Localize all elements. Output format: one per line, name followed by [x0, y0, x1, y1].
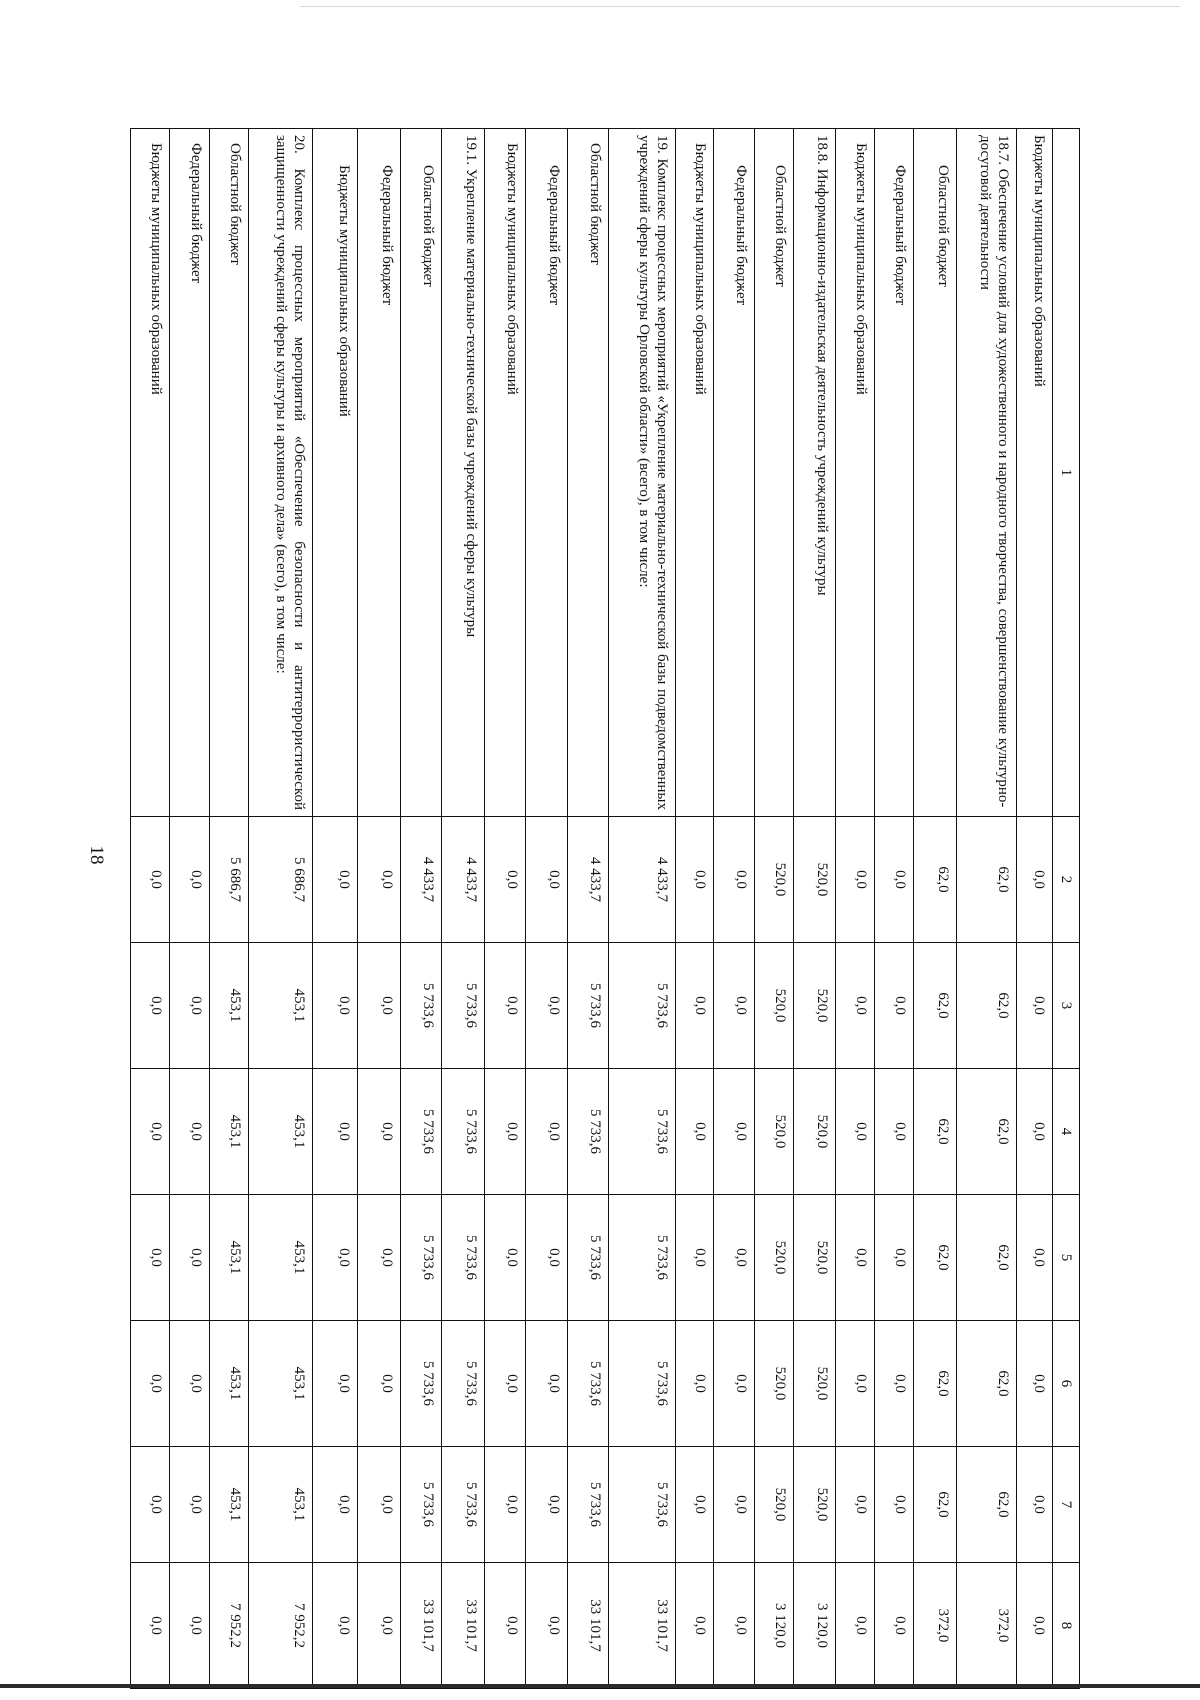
- row-label: Бюджеты муниципальных образований: [836, 129, 875, 817]
- page-number: 18: [86, 845, 107, 865]
- value-cell-col-4: 5 733,6: [609, 1069, 675, 1195]
- value-cell-col-7: 5 733,6: [609, 1447, 675, 1563]
- value-cell-col-2: 62,0: [913, 817, 956, 943]
- value-cell-col-4: 453,1: [210, 1069, 249, 1195]
- value-cell-col-7: 0,0: [1016, 1447, 1052, 1563]
- value-cell-col-8: 0,0: [313, 1563, 358, 1689]
- table-row: [358, 129, 401, 1689]
- value-cell-col-5: 0,0: [169, 1195, 210, 1321]
- value-cell-col-2: 0,0: [313, 817, 358, 943]
- value-cell-col-8: 0,0: [836, 1563, 875, 1689]
- value-cell-col-2: 4 433,7: [568, 817, 609, 943]
- value-cell-col-8: 7 952,2: [210, 1563, 249, 1689]
- value-cell-col-8: 0,0: [875, 1563, 914, 1689]
- header-cell-2: 2: [1053, 817, 1080, 943]
- value-cell-col-2: 520,0: [755, 817, 794, 943]
- value-cell-col-4: 0,0: [836, 1069, 875, 1195]
- value-cell-col-7: 520,0: [755, 1447, 794, 1563]
- row-label: Бюджеты муниципальных образований: [675, 129, 714, 817]
- value-cell-col-5: 520,0: [755, 1195, 794, 1321]
- value-cell-col-8: 372,0: [956, 1563, 1016, 1689]
- value-cell-col-6: 453,1: [249, 1321, 313, 1447]
- value-cell-col-3: 5 733,6: [441, 943, 484, 1069]
- value-cell-col-4: 0,0: [313, 1069, 358, 1195]
- value-cell-col-2: 5 686,7: [210, 817, 249, 943]
- value-cell-col-4: 62,0: [956, 1069, 1016, 1195]
- table-row: [1016, 129, 1052, 1689]
- value-cell-col-8: 0,0: [131, 1563, 170, 1689]
- value-cell-col-4: 0,0: [525, 1069, 568, 1195]
- value-cell-col-6: 0,0: [714, 1321, 755, 1447]
- table-row: [441, 129, 484, 1689]
- row-label: Бюджеты муниципальных образований: [131, 129, 170, 817]
- value-cell-col-8: 33 101,7: [401, 1563, 442, 1689]
- value-cell-col-7: 5 733,6: [568, 1447, 609, 1563]
- value-cell-col-8: 33 101,7: [441, 1563, 484, 1689]
- value-cell-col-8: 0,0: [484, 1563, 525, 1689]
- value-cell-col-8: 0,0: [169, 1563, 210, 1689]
- value-cell-col-6: 5 733,6: [401, 1321, 442, 1447]
- table-row: [793, 129, 836, 1689]
- header-cell-8: 8: [1053, 1563, 1080, 1689]
- value-cell-col-4: 0,0: [131, 1069, 170, 1195]
- value-cell-col-4: 0,0: [675, 1069, 714, 1195]
- value-cell-col-4: 520,0: [793, 1069, 836, 1195]
- value-cell-col-2: 0,0: [714, 817, 755, 943]
- value-cell-col-5: 5 733,6: [441, 1195, 484, 1321]
- value-cell-col-7: 0,0: [169, 1447, 210, 1563]
- table-row: [484, 129, 525, 1689]
- value-cell-col-2: 0,0: [131, 817, 170, 943]
- value-cell-col-2: 0,0: [169, 817, 210, 943]
- value-cell-col-6: 62,0: [956, 1321, 1016, 1447]
- value-cell-col-5: 453,1: [249, 1195, 313, 1321]
- value-cell-col-5: 62,0: [956, 1195, 1016, 1321]
- row-label: Федеральный бюджет: [525, 129, 568, 817]
- value-cell-col-3: 0,0: [358, 943, 401, 1069]
- value-cell-col-5: 0,0: [131, 1195, 170, 1321]
- value-cell-col-7: 5 733,6: [441, 1447, 484, 1563]
- value-cell-col-4: 520,0: [755, 1069, 794, 1195]
- value-cell-col-3: 0,0: [675, 943, 714, 1069]
- value-cell-col-2: 0,0: [875, 817, 914, 943]
- value-cell-col-8: 7 952,2: [249, 1563, 313, 1689]
- table-row: [525, 129, 568, 1689]
- value-cell-col-7: 0,0: [358, 1447, 401, 1563]
- value-cell-col-6: 520,0: [755, 1321, 794, 1447]
- value-cell-col-3: 0,0: [313, 943, 358, 1069]
- row-label: 19. Комплекс процессных мероприятий «Укрепление материально-технической базы подведомственных учреждений сферы культуры Орловской области» (всего), в том числе:: [609, 129, 675, 817]
- value-cell-col-7: 0,0: [131, 1447, 170, 1563]
- value-cell-col-6: 5 733,6: [609, 1321, 675, 1447]
- value-cell-col-6: 0,0: [169, 1321, 210, 1447]
- row-label: 18.8. Информационно-издательская деятельность учреждений культуры: [793, 129, 836, 817]
- value-cell-col-7: 453,1: [249, 1447, 313, 1563]
- value-cell-col-8: 0,0: [358, 1563, 401, 1689]
- table-row: [875, 129, 914, 1689]
- value-cell-col-3: 0,0: [875, 943, 914, 1069]
- row-label: 19.1. Укрепление материально-технической базы учреждений сферы культуры: [441, 129, 484, 817]
- value-cell-col-8: 33 101,7: [609, 1563, 675, 1689]
- value-cell-col-5: 0,0: [836, 1195, 875, 1321]
- table-body: [131, 129, 1053, 1689]
- value-cell-col-7: 453,1: [210, 1447, 249, 1563]
- value-cell-col-5: 0,0: [675, 1195, 714, 1321]
- value-cell-col-5: 0,0: [714, 1195, 755, 1321]
- value-cell-col-6: 0,0: [358, 1321, 401, 1447]
- value-cell-col-5: 5 733,6: [401, 1195, 442, 1321]
- value-cell-col-6: 5 733,6: [441, 1321, 484, 1447]
- value-cell-col-2: 0,0: [675, 817, 714, 943]
- table-row: [210, 129, 249, 1689]
- row-label: 20. Комплекс процессных мероприятий «Обеспечение безопасности и антитеррористической защищенности учреждений сферы культуры и архивного дела» (всего), в том числе:: [249, 129, 313, 817]
- table-row: [249, 129, 313, 1689]
- value-cell-col-5: 0,0: [1016, 1195, 1052, 1321]
- value-cell-col-6: 453,1: [210, 1321, 249, 1447]
- value-cell-col-7: 0,0: [484, 1447, 525, 1563]
- value-cell-col-4: 5 733,6: [441, 1069, 484, 1195]
- value-cell-col-5: 0,0: [525, 1195, 568, 1321]
- value-cell-col-2: 62,0: [956, 817, 1016, 943]
- row-label: Бюджеты муниципальных образований: [484, 129, 525, 817]
- value-cell-col-4: 0,0: [169, 1069, 210, 1195]
- value-cell-col-7: 0,0: [525, 1447, 568, 1563]
- value-cell-col-3: 0,0: [169, 943, 210, 1069]
- table-row: [714, 129, 755, 1689]
- row-label: Федеральный бюджет: [875, 129, 914, 817]
- value-cell-col-3: 0,0: [1016, 943, 1052, 1069]
- value-cell-col-6: 0,0: [484, 1321, 525, 1447]
- value-cell-col-5: 0,0: [313, 1195, 358, 1321]
- value-cell-col-6: 520,0: [793, 1321, 836, 1447]
- value-cell-col-3: 0,0: [131, 943, 170, 1069]
- row-label: Областной бюджет: [755, 129, 794, 817]
- table-row: [755, 129, 794, 1689]
- value-cell-col-5: 0,0: [358, 1195, 401, 1321]
- value-cell-col-3: 5 733,6: [401, 943, 442, 1069]
- value-cell-col-5: 5 733,6: [568, 1195, 609, 1321]
- row-label: 18.7. Обеспечение условий для художественного и народного творчества, совершенствование культурно-досуговой деятельности: [956, 129, 1016, 817]
- row-label: Федеральный бюджет: [714, 129, 755, 817]
- value-cell-col-5: 62,0: [913, 1195, 956, 1321]
- value-cell-col-7: 0,0: [875, 1447, 914, 1563]
- header-cell-3: 3: [1053, 943, 1080, 1069]
- value-cell-col-8: 0,0: [525, 1563, 568, 1689]
- table-row: [609, 129, 675, 1689]
- value-cell-col-3: 520,0: [793, 943, 836, 1069]
- value-cell-col-6: 0,0: [875, 1321, 914, 1447]
- row-label: Областной бюджет: [401, 129, 442, 817]
- value-cell-col-3: 0,0: [714, 943, 755, 1069]
- value-cell-col-6: 0,0: [525, 1321, 568, 1447]
- value-cell-col-2: 4 433,7: [441, 817, 484, 943]
- value-cell-col-5: 5 733,6: [609, 1195, 675, 1321]
- table-row: [568, 129, 609, 1689]
- row-label: Бюджеты муниципальных образований: [1016, 129, 1052, 817]
- value-cell-col-3: 62,0: [913, 943, 956, 1069]
- value-cell-col-2: 520,0: [793, 817, 836, 943]
- value-cell-col-7: 62,0: [913, 1447, 956, 1563]
- value-cell-col-3: 62,0: [956, 943, 1016, 1069]
- value-cell-col-2: 0,0: [358, 817, 401, 943]
- value-cell-col-8: 3 120,0: [793, 1563, 836, 1689]
- row-label: Областной бюджет: [568, 129, 609, 817]
- value-cell-col-8: 3 120,0: [755, 1563, 794, 1689]
- value-cell-col-4: 0,0: [1016, 1069, 1052, 1195]
- value-cell-col-7: 0,0: [675, 1447, 714, 1563]
- value-cell-col-3: 453,1: [210, 943, 249, 1069]
- value-cell-col-8: 372,0: [913, 1563, 956, 1689]
- value-cell-col-5: 0,0: [484, 1195, 525, 1321]
- table-row: [956, 129, 1016, 1689]
- table-row: [131, 129, 170, 1689]
- value-cell-col-2: 0,0: [1016, 817, 1052, 943]
- value-cell-col-5: 453,1: [210, 1195, 249, 1321]
- value-cell-col-6: 0,0: [836, 1321, 875, 1447]
- value-cell-col-6: 5 733,6: [568, 1321, 609, 1447]
- header-cell-6: 6: [1053, 1321, 1080, 1447]
- value-cell-col-3: 0,0: [484, 943, 525, 1069]
- header-cell-7: 7: [1053, 1447, 1080, 1563]
- header-cell-4: 4: [1053, 1069, 1080, 1195]
- value-cell-col-7: 520,0: [793, 1447, 836, 1563]
- header-row: [1053, 129, 1080, 1689]
- value-cell-col-3: 0,0: [525, 943, 568, 1069]
- value-cell-col-3: 0,0: [836, 943, 875, 1069]
- value-cell-col-2: 0,0: [836, 817, 875, 943]
- value-cell-col-8: 33 101,7: [568, 1563, 609, 1689]
- scan-edge-bottom: [0, 1684, 1200, 1688]
- budget-table: [130, 128, 1080, 1689]
- value-cell-col-3: 5 733,6: [609, 943, 675, 1069]
- value-cell-col-6: 0,0: [131, 1321, 170, 1447]
- table-row: [836, 129, 875, 1689]
- value-cell-col-3: 520,0: [755, 943, 794, 1069]
- value-cell-col-2: 4 433,7: [401, 817, 442, 943]
- value-cell-col-6: 62,0: [913, 1321, 956, 1447]
- value-cell-col-4: 0,0: [714, 1069, 755, 1195]
- value-cell-col-7: 0,0: [313, 1447, 358, 1563]
- value-cell-col-4: 5 733,6: [401, 1069, 442, 1195]
- value-cell-col-4: 0,0: [358, 1069, 401, 1195]
- value-cell-col-2: 4 433,7: [609, 817, 675, 943]
- value-cell-col-7: 0,0: [836, 1447, 875, 1563]
- value-cell-col-8: 0,0: [714, 1563, 755, 1689]
- table-row: [169, 129, 210, 1689]
- table-row: [313, 129, 358, 1689]
- table-row: [675, 129, 714, 1689]
- row-label: Федеральный бюджет: [169, 129, 210, 817]
- value-cell-col-2: 5 686,7: [249, 817, 313, 943]
- value-cell-col-3: 5 733,6: [568, 943, 609, 1069]
- value-cell-col-4: 453,1: [249, 1069, 313, 1195]
- table-row: [401, 129, 442, 1689]
- value-cell-col-8: 0,0: [675, 1563, 714, 1689]
- value-cell-col-8: 0,0: [1016, 1563, 1052, 1689]
- value-cell-col-7: 62,0: [956, 1447, 1016, 1563]
- table-row: [913, 129, 956, 1689]
- value-cell-col-6: 0,0: [313, 1321, 358, 1447]
- value-cell-col-6: 0,0: [675, 1321, 714, 1447]
- rotated-table-wrapper: [130, 128, 1080, 1688]
- header-cell-5: 5: [1053, 1195, 1080, 1321]
- value-cell-col-7: 0,0: [714, 1447, 755, 1563]
- value-cell-col-2: 0,0: [525, 817, 568, 943]
- row-label: Областной бюджет: [913, 129, 956, 817]
- value-cell-col-6: 0,0: [1016, 1321, 1052, 1447]
- row-label: Бюджеты муниципальных образований: [313, 129, 358, 817]
- value-cell-col-4: 62,0: [913, 1069, 956, 1195]
- value-cell-col-4: 0,0: [875, 1069, 914, 1195]
- value-cell-col-5: 520,0: [793, 1195, 836, 1321]
- value-cell-col-4: 0,0: [484, 1069, 525, 1195]
- scan-edge-top: [300, 6, 1180, 7]
- value-cell-col-7: 5 733,6: [401, 1447, 442, 1563]
- value-cell-col-4: 5 733,6: [568, 1069, 609, 1195]
- value-cell-col-3: 453,1: [249, 943, 313, 1069]
- value-cell-col-5: 0,0: [875, 1195, 914, 1321]
- row-label: Федеральный бюджет: [358, 129, 401, 817]
- value-cell-col-2: 0,0: [484, 817, 525, 943]
- row-label: Областной бюджет: [210, 129, 249, 817]
- header-cell-1: 1: [1053, 129, 1080, 817]
